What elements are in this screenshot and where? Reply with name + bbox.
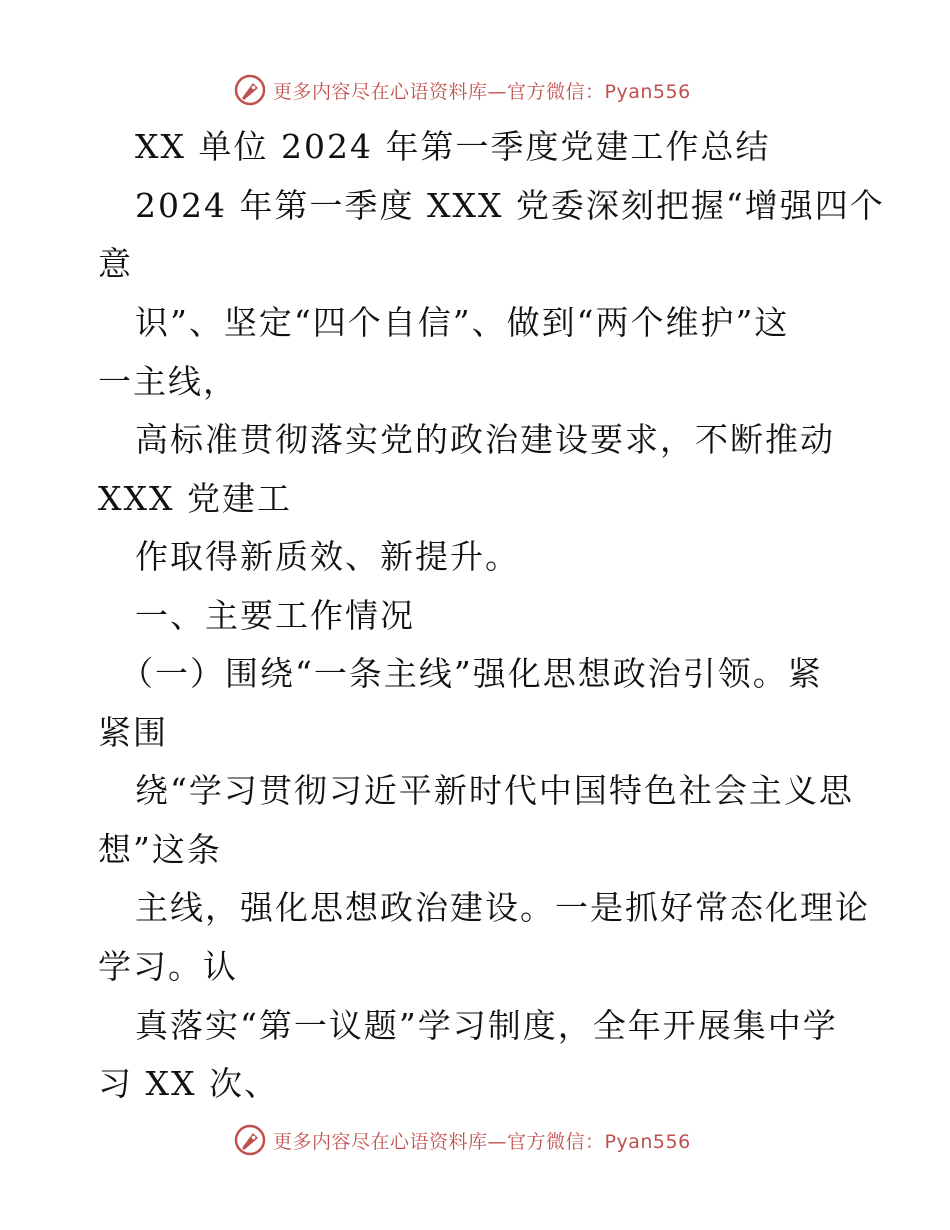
paragraph-line: XXX 党建工 bbox=[98, 479, 292, 518]
paragraph-line: 紧围 bbox=[98, 713, 168, 752]
paragraph-line: 真落实“第一议题”学习制度，全年开展集中学 bbox=[135, 1006, 838, 1045]
paragraph-line: 2024 年第一季度 XXX 党委深刻把握“增强四个 bbox=[135, 186, 885, 225]
paragraph-line: 作取得新质效、新提升。 bbox=[135, 537, 520, 576]
paragraph-line: 主线，强化思想政治建设。一是抓好常态化理论 bbox=[135, 888, 870, 927]
paragraph-line: 一主线， bbox=[98, 362, 238, 401]
document-title: XX 单位 2024 年第一季度党建工作总结 bbox=[135, 127, 771, 166]
pen-nib-logo-icon bbox=[233, 1123, 267, 1157]
paragraph-line: 绕“学习贯彻习近平新时代中国特色社会主义思 bbox=[135, 771, 854, 810]
section-heading: 一、主要工作情况 bbox=[135, 596, 415, 635]
watermark-text: 更多内容尽在心语资料库—官方微信：Pyan556 bbox=[273, 80, 691, 103]
paragraph-line: 意 bbox=[98, 244, 133, 283]
watermark-text: 更多内容尽在心语资料库—官方微信：Pyan556 bbox=[273, 1130, 691, 1153]
paragraph-line: 高标准贯彻落实党的政治建设要求，不断推动 bbox=[135, 420, 835, 459]
paragraph-line: 想”这条 bbox=[98, 830, 222, 869]
subsection-heading: （一）围绕“一条主线”强化思想政治引领。紧 bbox=[120, 654, 823, 693]
paragraph-line: 识”、坚定“四个自信”、做到“两个维护”这 bbox=[135, 303, 790, 342]
paragraph-line: 学习。认 bbox=[98, 947, 238, 986]
footer-watermark bbox=[233, 1122, 691, 1158]
paragraph-line: 习 XX 次、 bbox=[98, 1064, 279, 1103]
